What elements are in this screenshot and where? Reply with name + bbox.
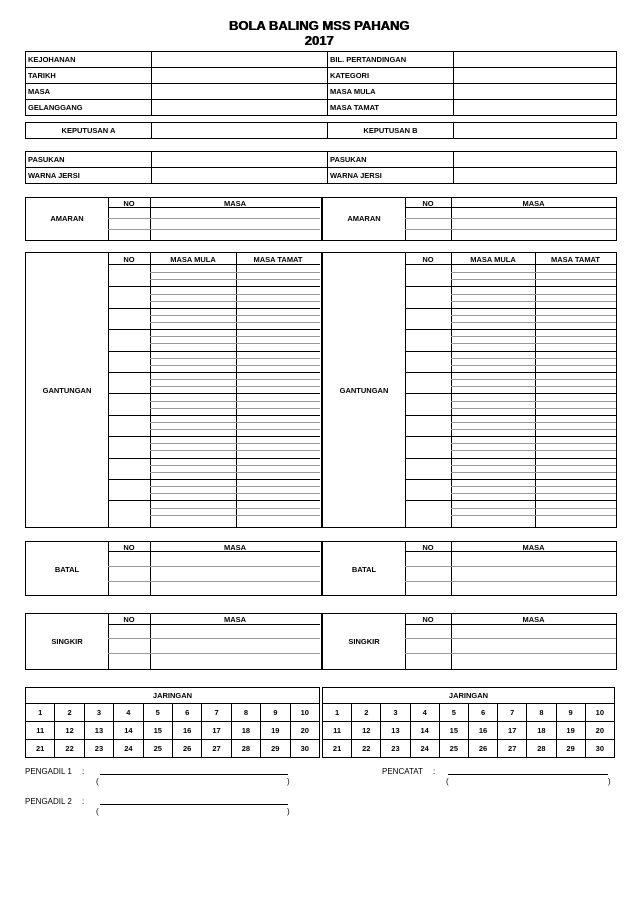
table-row (26, 168, 617, 184)
pencatat-label: PENCATAT (382, 767, 423, 776)
pasukan-label: PASUKAN (328, 152, 454, 168)
jaringan-cell[interactable]: 18 (527, 722, 556, 740)
table-row (26, 100, 617, 116)
col-no: NO (422, 255, 434, 264)
open-paren: ( (96, 807, 99, 816)
info-value-field[interactable] (454, 84, 617, 100)
gantungan-subrow-divider (451, 301, 616, 302)
gantungan-row-divider (405, 393, 616, 394)
gantungan-subrow-divider (150, 508, 320, 509)
gantungan-row-divider (405, 329, 616, 330)
keputusan-a-field[interactable] (152, 123, 328, 139)
batal-label: BATAL (351, 565, 377, 574)
gantungan-subrow-divider (451, 294, 616, 295)
gantungan-subrow-divider (451, 422, 616, 423)
gantungan-row-divider (405, 308, 616, 309)
close-paren: ) (608, 777, 611, 786)
pasukan-field[interactable] (152, 152, 328, 168)
jaringan-cell[interactable]: 15 (143, 722, 172, 740)
info-value-field[interactable] (152, 68, 328, 84)
gantungan-row-divider (405, 415, 616, 416)
gantungan-row-divider (405, 500, 616, 501)
info-value-field[interactable] (152, 52, 328, 68)
jaringan-cell[interactable]: 11 (26, 722, 55, 740)
jaringan-cell[interactable]: 16 (172, 722, 201, 740)
jaringan-cell[interactable]: 9 (261, 704, 290, 722)
col-no: NO (422, 199, 434, 208)
pasukan-label: PASUKAN (26, 152, 152, 168)
gantungan-subrow-divider (150, 443, 320, 444)
jaringan-cell[interactable]: 11 (323, 722, 352, 740)
jaringan-cell[interactable]: 26 (172, 740, 201, 758)
info-label: GELANGGANG (26, 100, 152, 116)
warna-jersi-field[interactable] (454, 168, 617, 184)
gantungan-subrow-divider (451, 401, 616, 402)
jaringan-cell[interactable]: 20 (290, 722, 319, 740)
col-masa: MASA (223, 615, 247, 624)
gantungan-subrow-divider (150, 386, 320, 387)
info-label: MASA (26, 84, 152, 100)
jaringan-cell[interactable]: 28 (231, 740, 260, 758)
gantungan-subrow-divider (150, 486, 320, 487)
gantungan-subrow-divider (150, 336, 320, 337)
gantungan-subrow-divider (150, 408, 320, 409)
keputusan-a-label: KEPUTUSAN A (26, 123, 152, 139)
gantungan-row-divider (405, 351, 616, 352)
gantungan-subrow-divider (451, 322, 616, 323)
jaringan-cell[interactable]: 4 (410, 704, 439, 722)
col-masa-mula: MASA MULA (170, 255, 216, 264)
jaringan-cell[interactable]: 30 (290, 740, 319, 758)
open-paren: ( (446, 777, 449, 786)
gantungan-subrow-divider (451, 272, 616, 273)
jaringan-cell[interactable]: 29 (261, 740, 290, 758)
jaringan-cell[interactable]: 3 (84, 704, 113, 722)
table-row (26, 123, 617, 139)
jaringan-table-b (322, 687, 615, 758)
jaringan-cell[interactable]: 1 (323, 704, 352, 722)
close-paren: ) (287, 807, 290, 816)
jaringan-cell[interactable]: 16 (468, 722, 497, 740)
info-label: TARIKH (26, 68, 152, 84)
jaringan-cell[interactable]: 23 (84, 740, 113, 758)
form-title: BOLA BALING MSS PAHANG (228, 18, 410, 33)
gantungan-subrow-divider (451, 443, 616, 444)
gantungan-subrow-divider (451, 315, 616, 316)
jaringan-cell[interactable]: 7 (498, 704, 527, 722)
table-row (26, 84, 617, 100)
col-masa: MASA (522, 615, 545, 624)
jaringan-cell[interactable]: 2 (352, 704, 381, 722)
jaringan-cell[interactable]: 17 (202, 722, 231, 740)
table-row (26, 722, 320, 740)
jaringan-cell[interactable]: 3 (381, 704, 410, 722)
gantungan-row-divider (108, 393, 320, 394)
team-table (25, 151, 617, 184)
jaringan-cell[interactable]: 8 (231, 704, 260, 722)
gantungan-subrow-divider (150, 279, 320, 280)
jaringan-cell[interactable]: 5 (143, 704, 172, 722)
gantungan-subrow-divider (150, 379, 320, 380)
jaringan-cell[interactable]: 25 (439, 740, 468, 758)
jaringan-cell[interactable]: 14 (410, 722, 439, 740)
jaringan-cell[interactable]: 21 (26, 740, 55, 758)
jaringan-cell[interactable]: 28 (527, 740, 556, 758)
gantungan-subrow-divider (150, 401, 320, 402)
col-no: NO (123, 199, 135, 208)
gantungan-subrow-divider (150, 365, 320, 366)
colon: : (82, 797, 85, 806)
amaran-label: AMARAN (347, 214, 381, 223)
info-label: KEJOHANAN (26, 52, 152, 68)
jaringan-cell[interactable]: 4 (114, 704, 143, 722)
jaringan-table-a (25, 687, 320, 758)
col-masa-tamat: MASA TAMAT (253, 255, 303, 264)
gantungan-label: GANTUNGAN (42, 386, 92, 395)
info-value-field[interactable] (152, 84, 328, 100)
jaringan-cell[interactable]: 27 (498, 740, 527, 758)
keputusan-b-field[interactable] (454, 123, 617, 139)
gantungan-subrow-divider (451, 365, 616, 366)
jaringan-cell[interactable]: 20 (585, 722, 614, 740)
jaringan-cell[interactable]: 29 (556, 740, 585, 758)
gantungan-row-divider (108, 286, 320, 287)
keputusan-b-label: KEPUTUSAN B (328, 123, 454, 139)
gantungan-subrow-divider (150, 472, 320, 473)
gantungan-row-divider (405, 372, 616, 373)
table-row (26, 688, 320, 704)
info-value-field[interactable] (152, 100, 328, 116)
table-row (26, 52, 617, 68)
col-no: NO (422, 543, 434, 552)
jaringan-cell[interactable]: 15 (439, 722, 468, 740)
jaringan-cell[interactable]: 18 (231, 722, 260, 740)
jaringan-label: JARINGAN (323, 688, 615, 704)
gantungan-subrow-divider (451, 386, 616, 387)
jaringan-cell[interactable]: 7 (202, 704, 231, 722)
pasukan-field[interactable] (454, 152, 617, 168)
gantungan-row-divider (108, 351, 320, 352)
gantungan-subrow-divider (451, 336, 616, 337)
jaringan-cell[interactable]: 6 (468, 704, 497, 722)
jaringan-cell[interactable]: 12 (55, 722, 84, 740)
col-masa-tamat: MASA TAMAT (550, 255, 601, 264)
gantungan-subrow-divider (150, 465, 320, 466)
col-no: NO (123, 543, 135, 552)
info-value-field[interactable] (454, 52, 617, 68)
col-masa: MASA (522, 199, 545, 208)
jaringan-cell[interactable]: 24 (114, 740, 143, 758)
gantungan-subrow-divider (451, 465, 616, 466)
gantungan-subrow-divider (150, 422, 320, 423)
gantungan-subrow-divider (451, 343, 616, 344)
warna-jersi-field[interactable] (152, 168, 328, 184)
table-row (26, 740, 320, 758)
gantungan-subrow-divider (150, 343, 320, 344)
gantungan-subrow-divider (150, 294, 320, 295)
jaringan-cell[interactable]: 22 (352, 740, 381, 758)
gantungan-subrow-divider (451, 450, 616, 451)
gantungan-subrow-divider (150, 358, 320, 359)
gantungan-subrow-divider (451, 279, 616, 280)
gantungan-subrow-divider (451, 508, 616, 509)
info-label: KATEGORI (328, 68, 454, 84)
pengadil-2-signature-line[interactable] (100, 804, 288, 805)
gantungan-subrow-divider (451, 515, 616, 516)
gantungan-row-divider (405, 458, 616, 459)
colon: : (433, 767, 436, 776)
jaringan-cell[interactable]: 22 (55, 740, 84, 758)
gantungan-row-divider (405, 479, 616, 480)
info-value-field[interactable] (454, 68, 617, 84)
table-row (323, 688, 615, 704)
gantungan-subrow-divider (451, 486, 616, 487)
amaran-label: AMARAN (50, 214, 84, 223)
table-row (26, 152, 617, 168)
col-masa-mula: MASA MULA (470, 255, 516, 264)
gantungan-subrow-divider (150, 515, 320, 516)
pengadil-1-label: PENGADIL 1 (25, 767, 72, 776)
jaringan-cell[interactable]: 5 (439, 704, 468, 722)
pencatat-signature-line[interactable] (448, 774, 608, 775)
gantungan-label: GANTUNGAN (339, 386, 389, 395)
col-masa: MASA (223, 199, 247, 208)
jaringan-cell[interactable]: 17 (498, 722, 527, 740)
gantungan-row-divider (108, 458, 320, 459)
gantungan-subrow-divider (451, 379, 616, 380)
table-row (26, 68, 617, 84)
jaringan-cell[interactable]: 30 (585, 740, 614, 758)
gantungan-row-divider (108, 479, 320, 480)
singkir-label: SINGKIR (51, 637, 83, 646)
gantungan-subrow-divider (150, 315, 320, 316)
open-paren: ( (96, 777, 99, 786)
info-label: MASA TAMAT (328, 100, 454, 116)
jaringan-cell[interactable]: 24 (410, 740, 439, 758)
pengadil-1-signature-line[interactable] (100, 774, 288, 775)
gantungan-subrow-divider (451, 472, 616, 473)
table-row (323, 722, 615, 740)
gantungan-subrow-divider (451, 493, 616, 494)
gantungan-row-divider (405, 436, 616, 437)
pengadil-2-label: PENGADIL 2 (25, 797, 72, 806)
gantungan-row-divider (108, 308, 320, 309)
jaringan-cell[interactable]: 21 (323, 740, 352, 758)
jaringan-cell[interactable]: 13 (84, 722, 113, 740)
gantungan-subrow-divider (451, 429, 616, 430)
gantungan-subrow-divider (150, 272, 320, 273)
gantungan-subrow-divider (150, 493, 320, 494)
gantungan-row-divider (108, 500, 320, 501)
jaringan-cell[interactable]: 19 (261, 722, 290, 740)
warna-jersi-label: WARNA JERSI (26, 168, 152, 184)
col-no: NO (123, 255, 135, 264)
info-label: BIL. PERTANDINGAN (328, 52, 454, 68)
jaringan-cell[interactable]: 8 (527, 704, 556, 722)
gantungan-row-divider (108, 415, 320, 416)
table-row (26, 704, 320, 722)
gantungan-row-divider (405, 286, 616, 287)
colon: : (82, 767, 85, 776)
col-masa: MASA (522, 543, 545, 552)
jaringan-cell[interactable]: 12 (352, 722, 381, 740)
gantungan-subrow-divider (451, 358, 616, 359)
jaringan-label: JARINGAN (26, 688, 320, 704)
info-label: MASA MULA (328, 84, 454, 100)
jaringan-cell[interactable]: 26 (468, 740, 497, 758)
gantungan-subrow-divider (150, 322, 320, 323)
jaringan-cell[interactable]: 14 (114, 722, 143, 740)
match-info-table (25, 51, 617, 116)
info-value-field[interactable] (454, 100, 617, 116)
gantungan-subrow-divider (451, 408, 616, 409)
jaringan-cell[interactable]: 10 (290, 704, 319, 722)
gantungan-row-divider (108, 372, 320, 373)
jaringan-cell[interactable]: 27 (202, 740, 231, 758)
jaringan-cell[interactable]: 1 (26, 704, 55, 722)
gantungan-row-divider (108, 329, 320, 330)
jaringan-cell[interactable]: 23 (381, 740, 410, 758)
col-no: NO (422, 615, 434, 624)
keputusan-table (25, 122, 617, 139)
table-row (323, 704, 615, 722)
jaringan-cell[interactable]: 10 (585, 704, 614, 722)
col-masa: MASA (223, 543, 247, 552)
col-no: NO (123, 615, 135, 624)
gantungan-row-divider (108, 436, 320, 437)
warna-jersi-label: WARNA JERSI (328, 168, 454, 184)
jaringan-cell[interactable]: 25 (143, 740, 172, 758)
gantungan-subrow-divider (150, 429, 320, 430)
jaringan-cell[interactable]: 19 (556, 722, 585, 740)
gantungan-subrow-divider (150, 450, 320, 451)
jaringan-cell[interactable]: 9 (556, 704, 585, 722)
form-year: 2017 (304, 33, 334, 48)
singkir-label: SINGKIR (348, 637, 380, 646)
jaringan-cell[interactable]: 13 (381, 722, 410, 740)
close-paren: ) (287, 777, 290, 786)
gantungan-subrow-divider (150, 301, 320, 302)
jaringan-cell[interactable]: 6 (172, 704, 201, 722)
jaringan-cell[interactable]: 2 (55, 704, 84, 722)
table-row (323, 740, 615, 758)
batal-label: BATAL (54, 565, 80, 574)
